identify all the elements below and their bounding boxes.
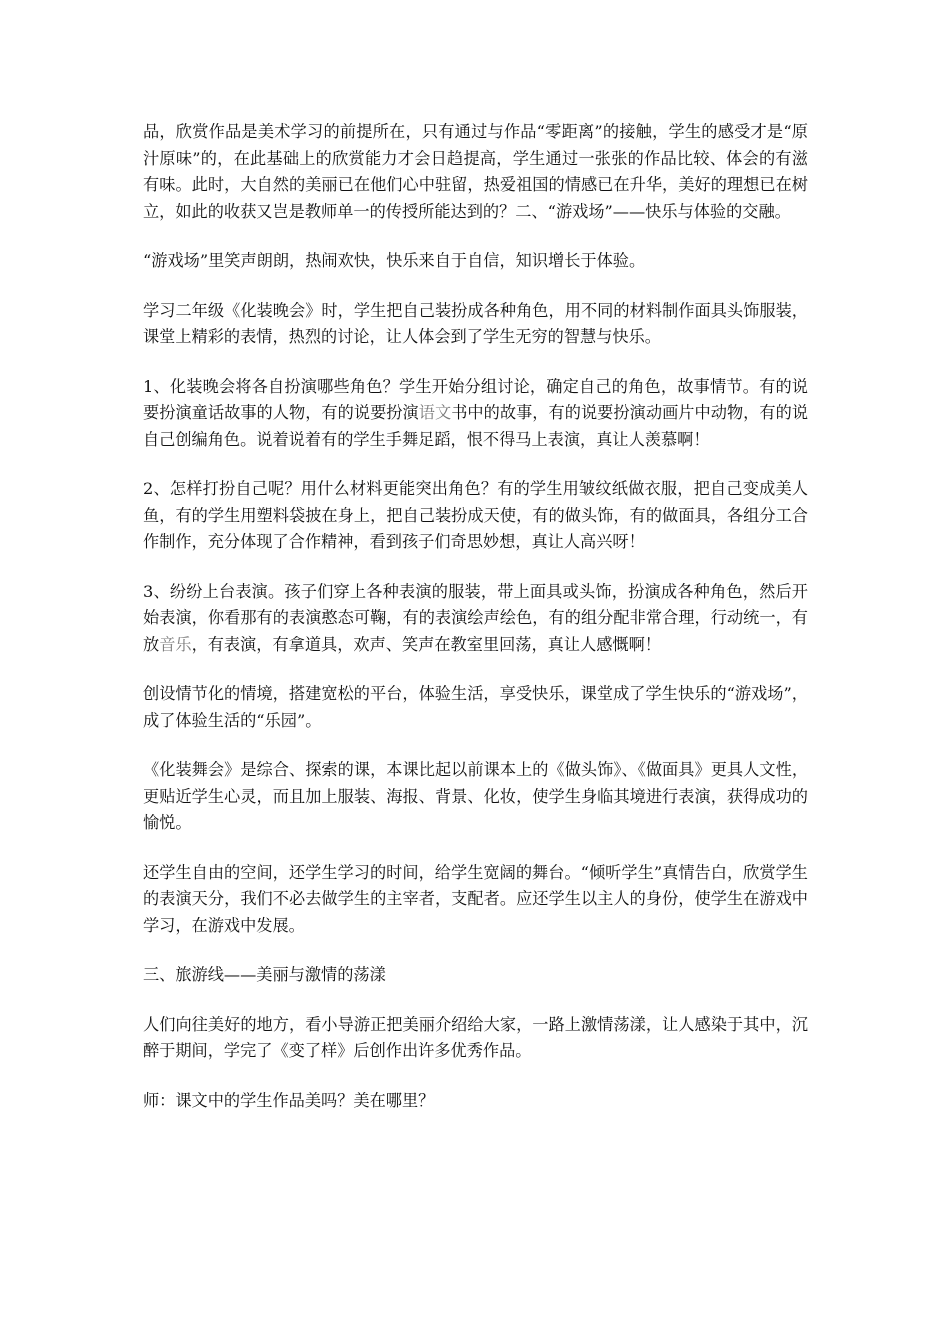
- section-heading-travel: 三、旅游线——美丽与激情的荡漾: [143, 965, 386, 984]
- paragraph-step-1: [143, 374, 808, 454]
- paragraph-step-3-after: ，有表演，有拿道具，欢声、笑声在教室里回荡，真让人感慨啊！: [191, 634, 661, 654]
- link-music[interactable]: 音乐: [159, 634, 192, 654]
- paragraph-step-3: [143, 579, 808, 659]
- paragraph-continuation: 品，欣赏作品是美术学习的前提所在，只有通过与作品“零距离”的接触，学生的感受才是“原汁原味”的，在此基础上的欣赏能力才会日趋提高，学生通过一张张的作品比较、体会的有滋有味。此时，大自然的美丽已在他们心中驻留，热爱祖国的情感已在升华，美好的理想已在树立，如此的收获又岂是教师单一的传授所能达到的？二、“游戏场”——快乐与体验的交融。: [143, 122, 808, 221]
- paragraph-freedom: 还学生自由的空间，还学生学习的时间，给学生宽阔的舞台。“倾听学生”真情告白，欣赏学生的表演天分，我们不必去做学生的主宰者，支配者。应还学生以主人的身份，使学生在游戏中学习，在游戏中发展。: [143, 862, 808, 935]
- paragraph-teacher-question: 师：课文中的学生作品美吗？美在哪里？: [143, 1090, 435, 1110]
- paragraph-costume-party: 学习二年级《化装晚会》时，学生把自己装扮成各种角色，用不同的材料制作面具头饰服装，课堂上精彩的表情，热烈的讨论，让人体会到了学生无穷的智慧与快乐。: [143, 300, 808, 346]
- paragraph-step-1-after: 书中的故事，有的说要扮演动画片中动物，有的说自己创编角色。说着说着有的学生手舞足蹈，恨不得马上表演，真让人羡慕啊！: [143, 403, 809, 449]
- paragraph-step-3-before: 3、纷纷上台表演。孩子们穿上各种表演的服装，带上面具或头饰，扮演成各种角色，然后开始表演，你看那有的表演憨态可鞠，有的表演绘声绘色，有的组分配非常合理，行动统一，有放: [143, 581, 808, 654]
- paragraph-step-1-before: 1、化装晚会将各自扮演哪些角色？学生开始分组讨论，确定自己的角色，故事情节。有的说要扮演童话故事的人物，有的说要扮演: [143, 376, 808, 422]
- paragraph-situation: 创设情节化的情境，搭建宽松的平台，体验生活，享受快乐，课堂成了学生快乐的“游戏场”，成了体验生活的“乐园”。: [143, 684, 808, 730]
- link-chinese-subject[interactable]: 语文: [418, 403, 452, 422]
- paragraph-game-field-intro: “游戏场”里笑声朗朗，热闹欢快，快乐来自于自信，知识增长于体验。: [143, 251, 646, 270]
- document-page: [143, 119, 808, 1137]
- paragraph-step-2: 2、怎样打扮自己呢？用什么材料更能突出角色？有的学生用皱纹纸做衣服，把自己变成美人鱼，有的学生用塑料袋披在身上，把自己装扮成天使，有的做头饰，有的做面具，各组分工合作制作，充分体现了合作精神，看到孩子们奇思妙想，真让人高兴呀！: [143, 479, 808, 551]
- paragraph-masquerade: 《化装舞会》是综合、探索的课，本课比起以前课本上的《做头饰》、《做面具》更具人文性，更贴近学生心灵，而且加上服装、海报、背景、化妆，使学生身临其境进行表演，获得成功的愉悦。: [143, 760, 808, 832]
- paragraph-travel: 人们向往美好的地方，看小导游正把美丽介绍给大家，一路上激情荡漾，让人感染于其中，沉醉于期间，学完了《变了样》后创作出许多优秀作品。: [143, 1014, 808, 1060]
